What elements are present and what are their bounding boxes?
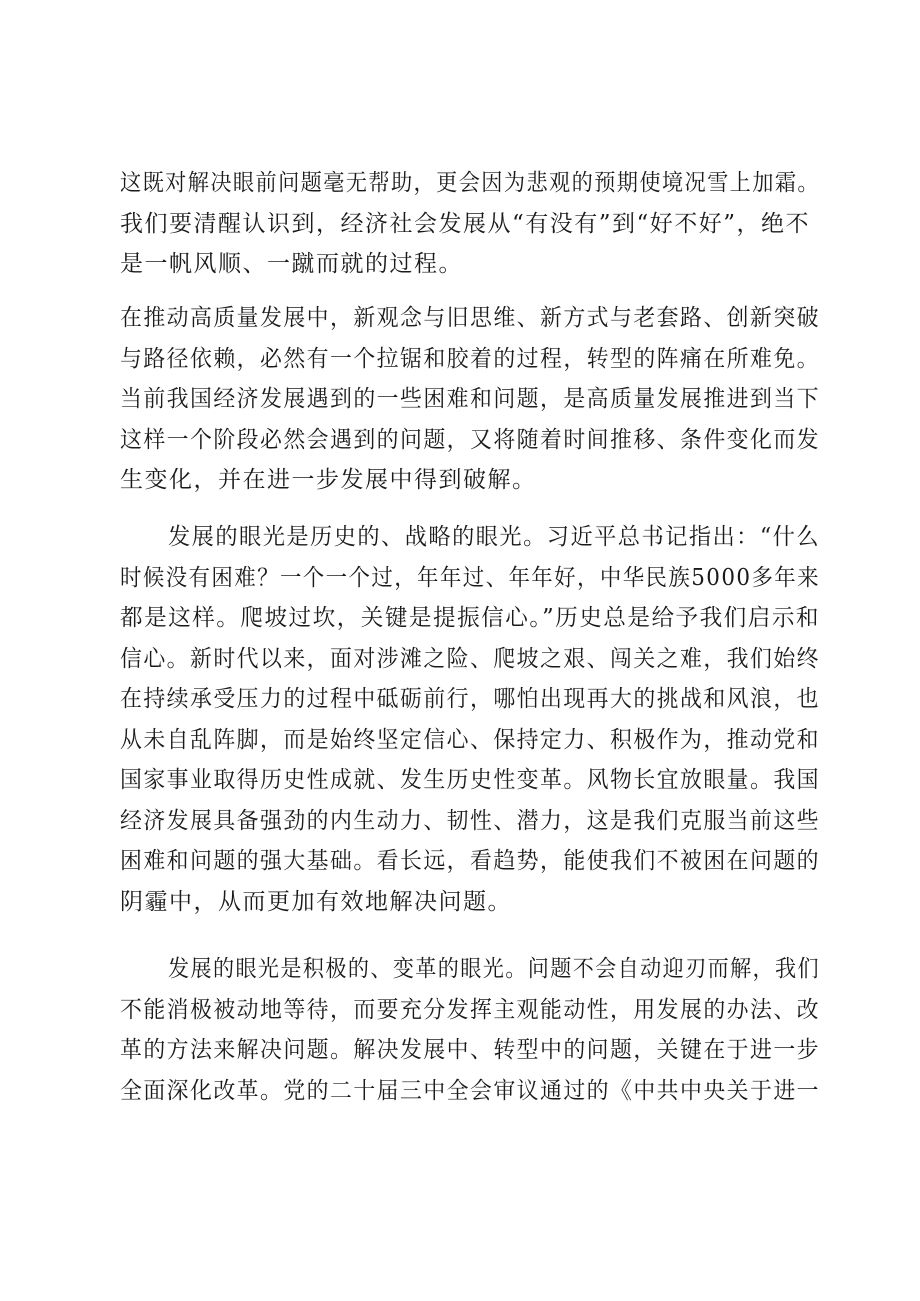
paragraph-line: 从未自乱阵脚，而是始终坚定信心、保持定力、积极作为，推动党和 [120,726,820,753]
paragraph-line: 困难和问题的强大基础。看长远，看趋势，能使我们不被困在问题的 [120,848,820,874]
paragraph-line: 发展的眼光是积极的、变革的眼光。问题不会自动迎刃而解，我们 [168,956,820,982]
paragraph-1 [120,163,820,285]
paragraph-line: 与路径依赖，必然有一个拉锯和胶着的过程，转型的阵痛在所难免。 [120,345,820,372]
paragraph-line: 在持续承受压力的过程中砥砺前行，哪怕出现再大的挑战和风浪，也 [120,686,820,712]
paragraph-line: 阴霾中，从而更加有效地解决问题。 [120,888,512,915]
paragraph-line: 国家事业取得历史性成就、发生历史性变革。风物长宜放眼量。我国 [120,767,820,793]
paragraph-line: 都是这样。爬坡过坎，关键是提振信心。”历史总是给予我们启示和 [120,605,820,631]
paragraph-line: 生变化，并在进一步发展中得到破解。 [120,467,537,493]
paragraph-line: 发展的眼光是历史的、战略的眼光。习近平总书记指出：“什么 [168,524,820,550]
paragraph-4 [120,949,820,1111]
paragraph-3 [120,517,820,922]
paragraph-line: 这样一个阶段必然会遇到的问题，又将随着时间推移、条件变化而发 [120,426,820,453]
paragraph-line: 不能消极被动地等待，而要充分发挥主观能动性，用发展的办法、改 [120,996,820,1023]
paragraph-line: 革的方法来解决问题。解决发展中、转型中的问题，关键在于进一步 [120,1037,820,1063]
paragraph-line: 在推动高质量发展中，新观念与旧思维、新方式与老套路、创新突破 [120,305,820,331]
paragraph-line: 时候没有困难？一个一个过，年年过、年年好，中华民族5000多年来 [120,564,820,591]
paragraph-line: 是一帆风顺、一蹴而就的过程。 [120,251,463,277]
paragraph-line: 当前我国经济发展遇到的一些困难和问题，是高质量发展推进到当下 [120,386,820,412]
paragraph-line: 全面深化改革。党的二十届三中全会审议通过的《中共中央关于进一 [120,1077,820,1104]
paragraph-line: 信心。新时代以来，面对涉滩之险、爬坡之艰、闯关之难，我们始终 [120,645,820,672]
paragraph-line: 我们要清醒认识到，经济社会发展从“有没有”到“好不好”，绝不 [120,210,811,237]
paragraph-2 [120,298,820,501]
paragraph-line: 这既对解决眼前问题毫无帮助，更会因为悲观的预期使境况雪上加霜。 [120,170,820,196]
paragraph-line: 经济发展具备强劲的内生动力、韧性、潜力，这是我们克服当前这些 [120,807,820,834]
